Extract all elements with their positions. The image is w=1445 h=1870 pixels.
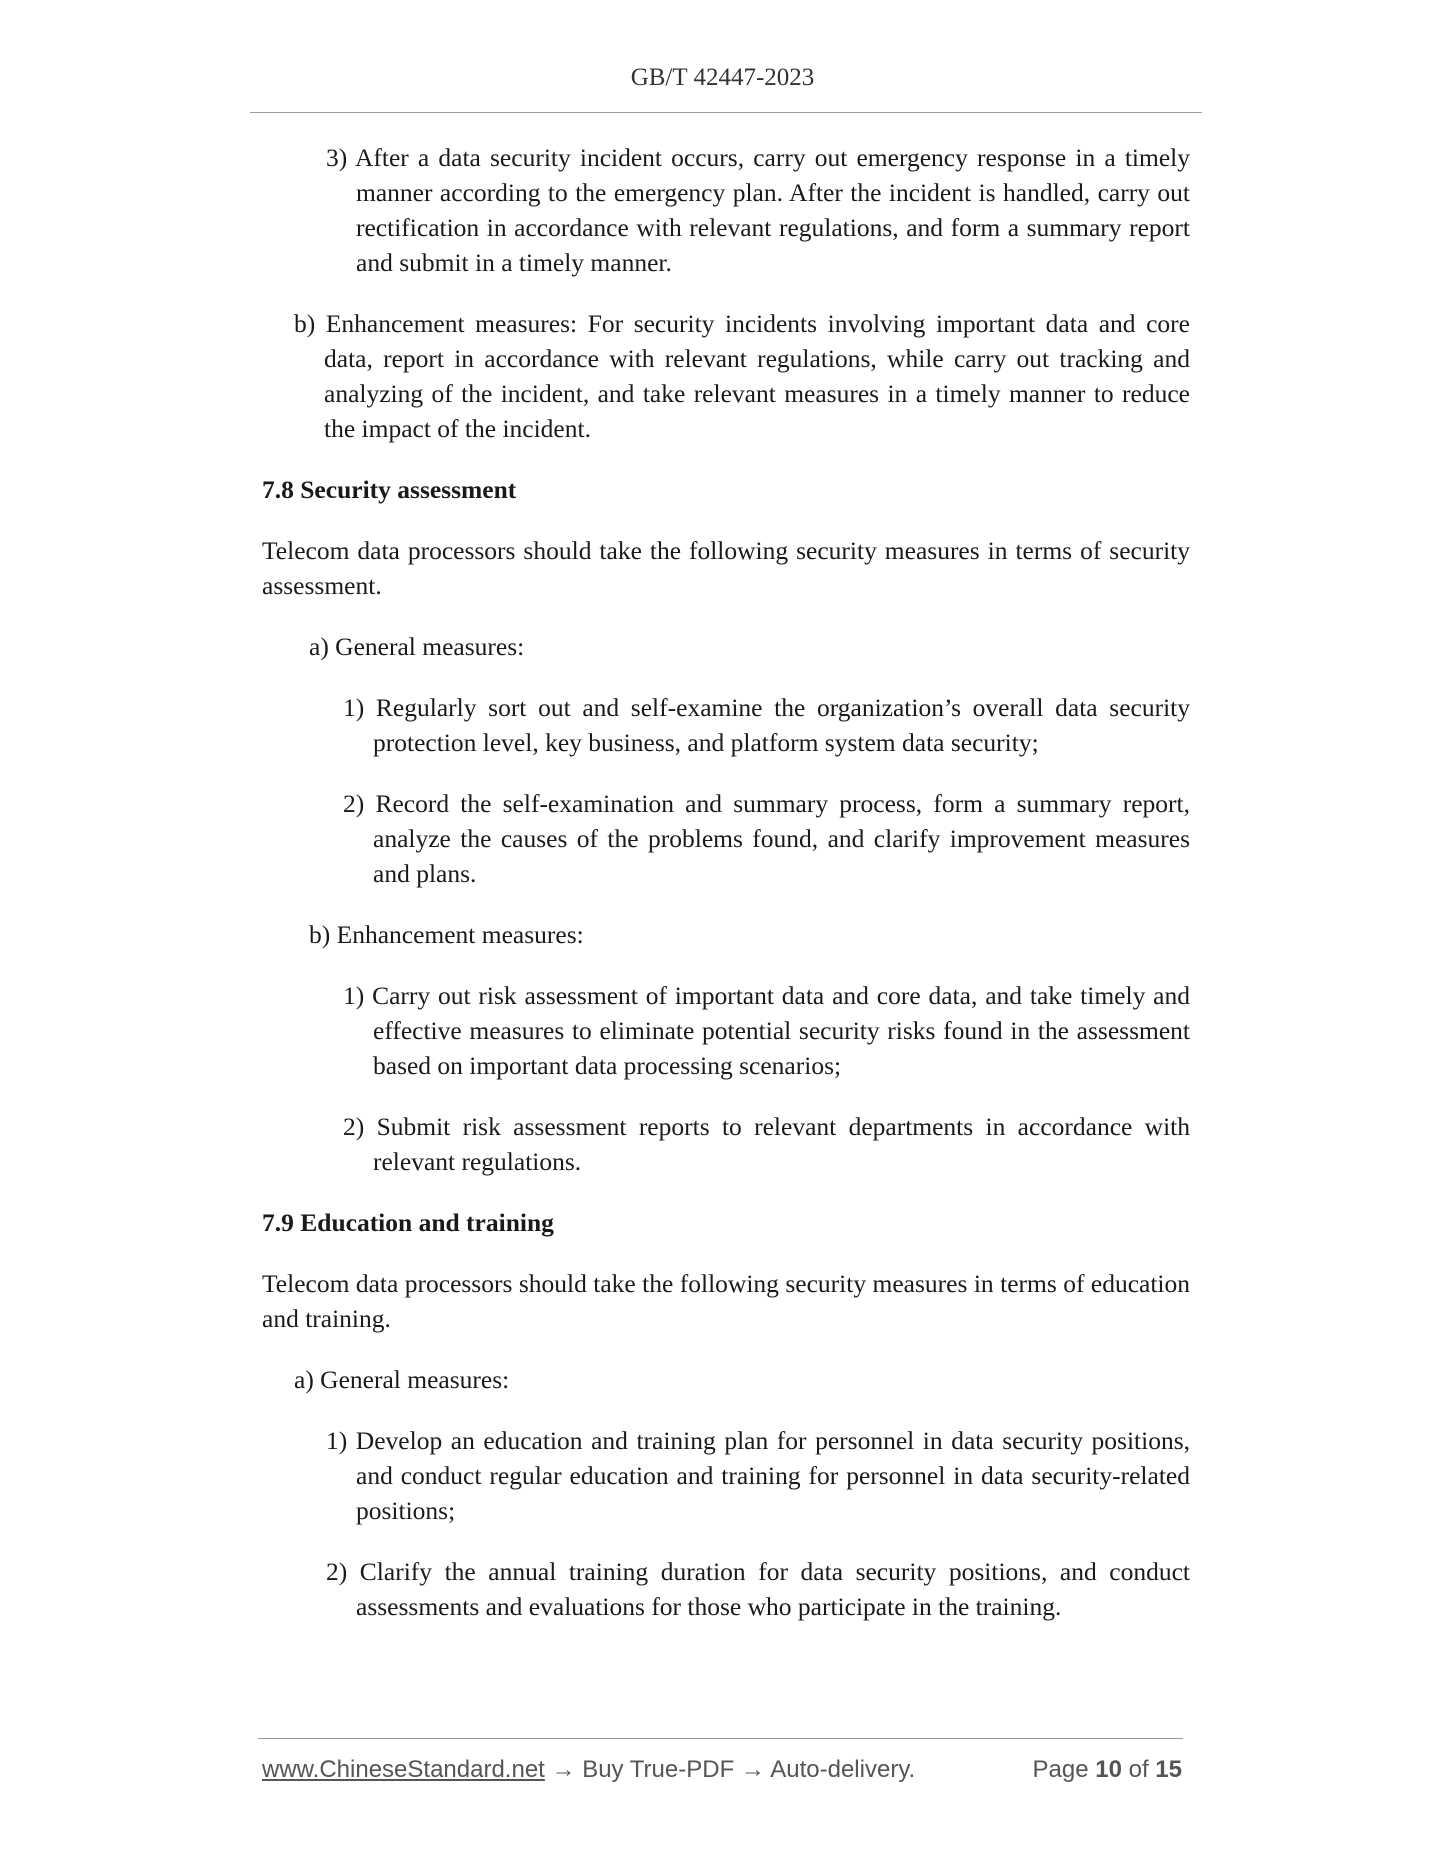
list-item-b-enhancement: b) Enhancement measures: For security incidents involving important data and core data, report in accordance with relevant regulations, while carry out tracking and analyzing of the incident, and take relevant measures in a timely manner to reduce the impact of the incident. — [294, 309, 1190, 443]
section-heading-7-8: 7.8 Security assessment — [262, 475, 517, 504]
page-label: Page — [1032, 1756, 1089, 1783]
page-number: 10 — [1095, 1756, 1122, 1783]
buy-pdf-text: Buy True-PDF — [582, 1756, 735, 1783]
section-intro-7-9: Telecom data processors should take the following security measures in terms of education and training. — [262, 1269, 1190, 1333]
list-item-a1: 1) Regularly sort out and self-examine the organization’s overall data security protection level, key business, and platform system data security; — [343, 693, 1190, 757]
page-indicator — [1033, 1756, 1183, 1784]
page-footer — [262, 1756, 1182, 1784]
list-item-b1: 1) Carry out risk assessment of important data and core data, and take timely and effective measures to eliminate potential security risks found in the assessment based on important data processing scenarios; — [343, 981, 1190, 1080]
document-id-header: GB/T 42447-2023 — [630, 64, 815, 91]
header-divider — [250, 112, 1202, 113]
list-item-3: 3) After a data security incident occurs, carry out emergency response in a timely manner according to the emergency plan. After the incident is handled, carry out rectification in accordance with relevant regulations, and form a summary report and submit in a timely manner. — [326, 143, 1190, 277]
auto-delivery-text: Auto-delivery. — [770, 1756, 916, 1783]
arrow-icon: → — [544, 1756, 583, 1783]
list-item-a-general-7-9: a) General measures: — [294, 1365, 510, 1394]
arrow-icon: → — [734, 1756, 771, 1783]
page-body — [262, 140, 1190, 1650]
list-item-a2: 2) Record the self-examination and summary process, form a summary report, analyze the causes of the problems found, and clarify improvement measures and plans. — [343, 789, 1190, 888]
section-heading-7-9: 7.9 Education and training — [262, 1208, 554, 1237]
of-label: of — [1128, 1756, 1149, 1783]
site-link[interactable]: www.ChineseStandard.net — [262, 1756, 545, 1783]
list-item-a1-7-9: 1) Develop an education and training plan for personnel in data security positions, and conduct regular education and training for personnel in data security-related positions; — [326, 1426, 1190, 1525]
footer-divider — [258, 1738, 1183, 1739]
list-item-a2-7-9: 2) Clarify the annual training duration for data security positions, and conduct assessments and evaluations for those who participate in the training. — [326, 1557, 1190, 1621]
list-item-b-enhancement-header: b) Enhancement measures: — [309, 920, 584, 949]
list-item-a-general: a) General measures: — [309, 632, 525, 661]
section-intro-7-8: Telecom data processors should take the following security measures in terms of security assessment. — [262, 536, 1190, 600]
page-total: 15 — [1155, 1756, 1182, 1783]
list-item-b2: 2) Submit risk assessment reports to relevant departments in accordance with relevant regulations. — [343, 1112, 1190, 1176]
